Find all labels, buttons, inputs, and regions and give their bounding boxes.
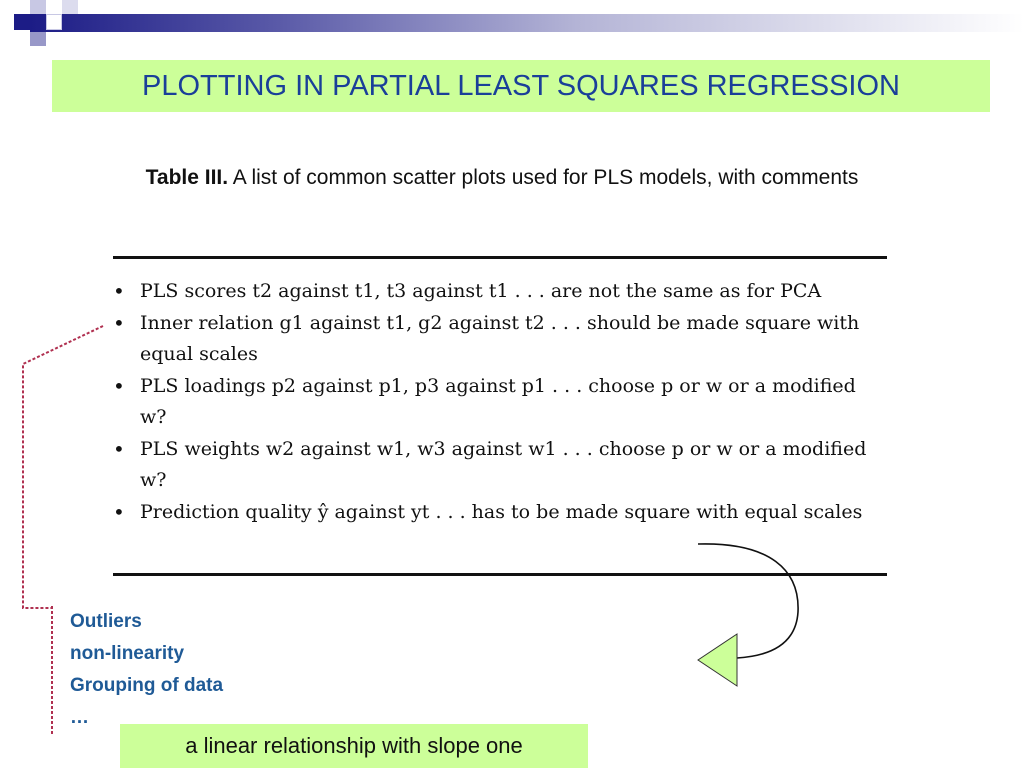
table-caption-label: Table III. [145,166,229,189]
list-item-text: PLS scores t2 against t1, t3 against t1 . . . are not the same as for PCA [140,280,822,302]
table-caption-text: A list of common scatter plots used for PLS models, with comments [232,166,859,189]
slide-title: PLOTTING IN PARTIAL LEAST SQUARES REGRESSION [142,69,900,102]
callout-box [120,724,588,768]
bracket-connector [23,326,103,608]
callout-text: a linear relationship with slope one [185,733,523,758]
bullet-icon: • [113,279,125,303]
bullet-icon: • [113,310,125,335]
bullet-icon: • [113,373,125,398]
list-item-text: PLS weights w2 against w1, w3 against w1 . . . choose p or w or a modified w? [140,437,867,491]
list-item-text: Prediction quality ŷ against yt . . . has to be made square with equal scales [140,500,863,523]
note-item: Grouping of data [70,675,224,696]
note-item: non-linearity [70,643,185,664]
list-item-text: PLS loadings p2 against p1, p3 against p1 . . . choose p or w or a modified w? [140,374,856,428]
arrow-head-icon [698,634,737,686]
bullet-icon: • [113,436,125,461]
bullet-icon: • [113,499,125,524]
curved-arrow-line [698,544,798,658]
note-item: … [70,707,89,728]
notes-list [70,606,330,734]
note-item: Outliers [70,611,142,632]
list-item-text: Inner relation g1 against t1, g2 against t2 . . . should be made square with equal scales [140,311,860,365]
